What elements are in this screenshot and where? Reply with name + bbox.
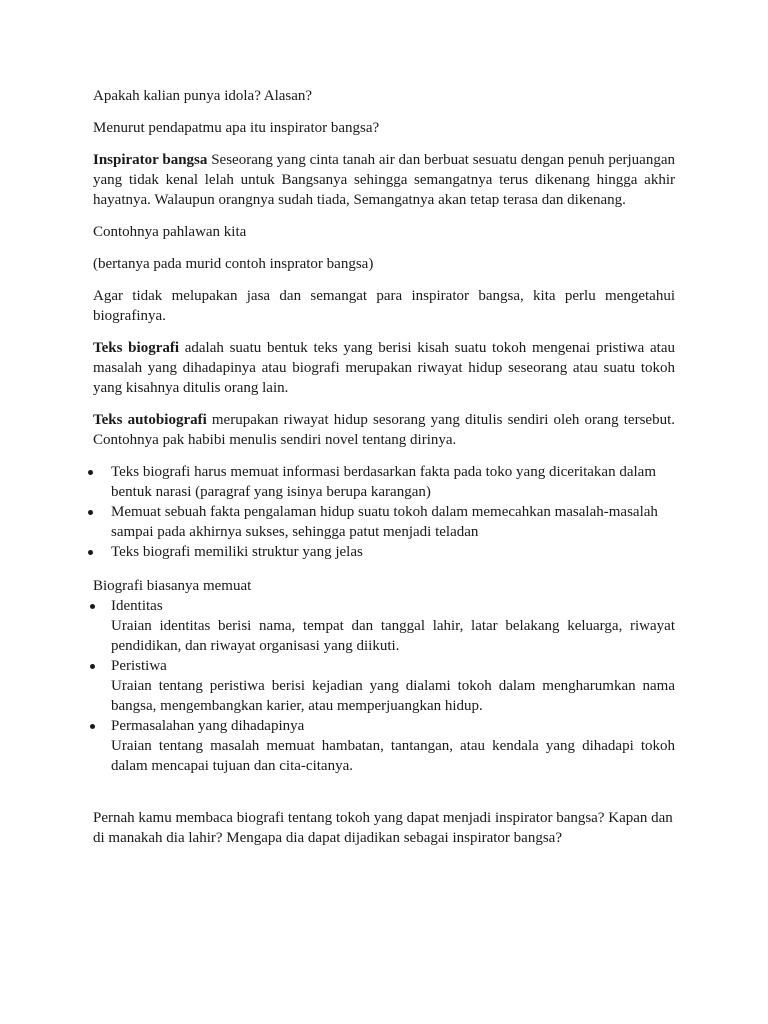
- item-title: Identitas: [111, 598, 163, 614]
- inspirator-definition-text: Seseorang yang cinta tanah air dan berbuat sesuatu dengan penuh perjuangan yang tidak kenal lelah untuk Bangsanya sehingga semangatnya terus dikenang hingga akhir hayatnya. Walaupun orangnya sudah tiada, Semangatnya akan tetap terasa dan dikenang.: [93, 152, 675, 208]
- paragraph-biography-reason: Agar tidak melupakan jasa dan semangat para inspirator bangsa, kita perlu mengetahui biografinya.: [93, 288, 675, 324]
- list-item: Teks biografi harus memuat informasi berdasarkan fakta pada toko yang diceritakan dalam bentuk narasi (paragraf yang isinya berupa karangan): [93, 462, 675, 502]
- item-title: Permasalahan yang dihadapinya: [111, 718, 305, 734]
- question-inspirator: Menurut pendapatmu apa itu inspirator bangsa?: [93, 120, 380, 136]
- teks-autobiografi-text: merupakan riwayat hidup sesorang yang ditulis sendiri oleh orang tersebut. Contohnya pak habibi menulis sendiri novel tentang dirinya.: [93, 412, 675, 448]
- list-item: [93, 716, 675, 776]
- term-teks-biografi: Teks biografi: [93, 340, 180, 356]
- list-item: Teks biografi memiliki struktur yang jelas: [93, 542, 675, 562]
- item-description: Uraian tentang masalah memuat hambatan, tantangan, atau kendala yang dihadapi tokoh dalam mencapai tujuan dan cita-citanya.: [111, 738, 675, 774]
- paragraph-teks-biografi: [93, 338, 675, 398]
- term-inspirator-bangsa: Inspirator bangsa: [93, 152, 208, 168]
- document-body: [93, 86, 675, 848]
- paragraph-ask-students: (bertanya pada murid contoh insprator bangsa): [93, 256, 374, 272]
- item-description: Uraian tentang peristiwa berisi kejadian yang dialami tokoh dalam mengharumkan nama bangsa, mengembangkan karier, atau memperjuangkan hidup.: [111, 678, 675, 714]
- list-item: [93, 656, 675, 716]
- term-teks-autobiografi: Teks autobiografi: [93, 412, 207, 428]
- paragraph-teks-autobiografi: [93, 410, 675, 450]
- question-idol: Apakah kalian punya idola? Alasan?: [93, 88, 313, 104]
- item-description: Uraian identitas berisi nama, tempat dan tanggal lahir, latar belakang keluarga, riwayat pendidikan, dan riwayat organisasi yang diikuti.: [111, 618, 675, 654]
- paragraph-example: Contohnya pahlawan kita: [93, 224, 247, 240]
- teks-biografi-text: adalah suatu bentuk teks yang berisi kisah suatu tokoh mengenai pristiwa atau masalah yang dihadapinya atau biografi merupakan riwayat hidup seseorang atau suatu tokoh yang kisahnya ditulis orang lain.: [93, 340, 675, 396]
- list-item: Memuat sebuah fakta pengalaman hidup suatu tokoh dalam memecahkan masalah-masalah sampai pada akhirnya sukses, sehingga patut menjadi teladan: [93, 502, 675, 542]
- item-title: Peristiwa: [111, 658, 167, 674]
- biography-characteristics-list: [93, 462, 675, 562]
- paragraph-inspirator-definition: [93, 150, 675, 210]
- biography-contents-intro: Biografi biasanya memuat: [93, 578, 252, 594]
- closing-questions: Pernah kamu membaca biografi tentang tokoh yang dapat menjadi inspirator bangsa? Kapan dan di manakah dia lahir? Mengapa dia dapat dijadikan sebagai inspirator bangsa?: [93, 810, 673, 846]
- list-item: [93, 596, 675, 656]
- biography-contents-list: [93, 596, 675, 776]
